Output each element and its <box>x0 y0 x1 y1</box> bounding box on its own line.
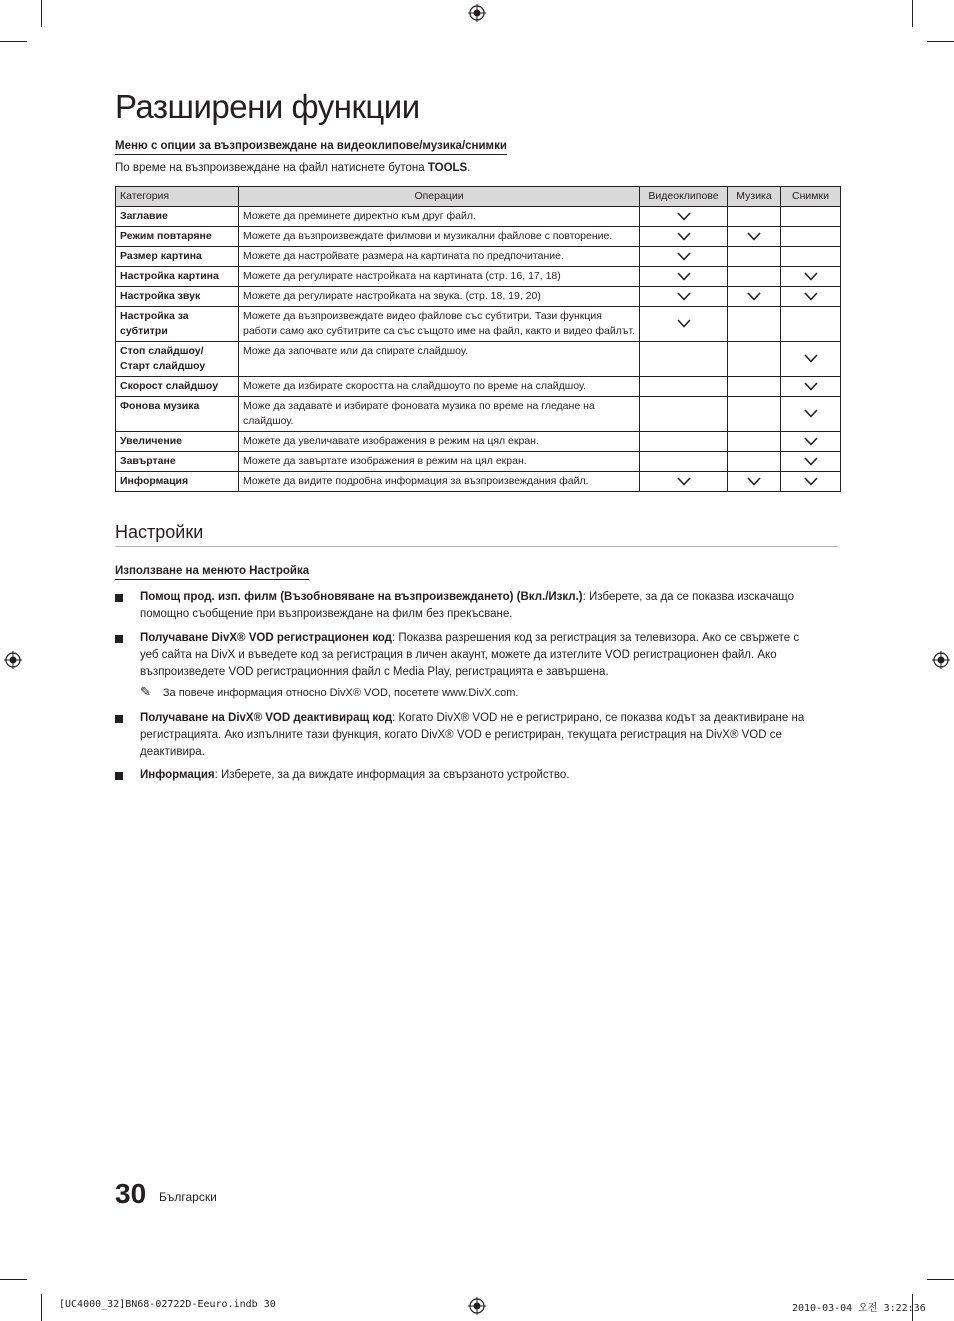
row-video-cell <box>640 452 728 472</box>
row-photo-cell <box>781 207 841 227</box>
crop-mark <box>912 0 913 27</box>
row-music-cell <box>728 432 781 452</box>
registration-mark-icon <box>4 651 22 669</box>
row-music-cell <box>728 227 781 247</box>
row-category: Размер картина <box>116 247 239 267</box>
row-photo-cell <box>781 397 841 432</box>
settings-title: Настройки <box>115 522 838 547</box>
registration-mark-icon <box>932 651 950 669</box>
table-row <box>116 267 841 287</box>
row-music-cell <box>728 452 781 472</box>
check-icon <box>747 232 761 241</box>
row-operation: Можете да преминете директно към друг файл. <box>239 207 640 227</box>
row-category: Информация <box>116 472 239 492</box>
row-photo-cell <box>781 267 841 287</box>
crop-mark <box>0 41 27 42</box>
crop-mark <box>927 41 954 42</box>
check-icon <box>804 409 818 418</box>
settings-bullet: Помощ прод. изп. филм (Възобновяване на възпроизвеждането) (Вкл./Изкл.): Изберете, за да се показва изскачащо помощно съобщение при възпроизвеждане на филм без прекъсване. <box>115 589 805 623</box>
row-music-cell <box>728 377 781 397</box>
settings-bullet: Получаване DivX® VOD регистрационен код: Показва разрешения код за регистрация за телевизора. Ако се свържете с уеб сайта на DivX и въведете код за регистрация в личен акаунт, можете да изтеглите VOD регистрационен файл. Ако възпроизведете VOD регистрационния файл с Media Play, регистрацията е завършена. <box>115 630 805 681</box>
row-video-cell <box>640 342 728 377</box>
crop-mark <box>41 0 42 27</box>
row-category: Стоп слайдшоу/ Старт слайдшоу <box>116 342 239 377</box>
registration-mark-icon <box>468 1297 486 1315</box>
header-category: Категория <box>116 187 239 207</box>
check-icon <box>804 354 818 363</box>
row-video-cell <box>640 472 728 492</box>
check-icon <box>804 437 818 446</box>
row-operation: Може да задавате и избирате фоновата музика по време на гледане на слайдшоу. <box>239 397 640 432</box>
crop-mark <box>0 1279 27 1280</box>
header-video: Видеоклипове <box>640 187 728 207</box>
bullet-square-icon <box>115 772 123 780</box>
row-operation: Можете да настройвате размера на картината по предпочитание. <box>239 247 640 267</box>
row-video-cell <box>640 377 728 397</box>
row-operation: Можете да регулирате настройката на картината (стр. 16, 17, 18) <box>239 267 640 287</box>
check-icon <box>804 292 818 301</box>
row-video-cell <box>640 267 728 287</box>
row-music-cell <box>728 247 781 267</box>
row-operation: Можете да завъртате изображения в режим на цял екран. <box>239 452 640 472</box>
bullet-square-icon <box>115 635 123 643</box>
row-music-cell <box>728 267 781 287</box>
check-icon <box>804 457 818 466</box>
header-photo: Снимки <box>781 187 841 207</box>
row-music-cell <box>728 207 781 227</box>
page-language: Български <box>159 1190 217 1204</box>
divx-note: ✎ За повече информация относно DivX® VOD, посетете www.DivX.com. <box>140 684 519 699</box>
row-category: Фонова музика <box>116 397 239 432</box>
footer-date: 2010-03-04 오전 3:22:36 <box>792 1303 926 1314</box>
table-row <box>116 432 841 452</box>
footer-file: [UC4000_32]BN68-02722D-Eeuro.indb 30 <box>59 1299 276 1310</box>
row-category: Настройка звук <box>116 287 239 307</box>
settings-bullet: Информация: Изберете, за да виждате информация за свързаното устройство. <box>115 767 805 784</box>
table-row <box>116 247 841 267</box>
row-operation: Можете да видите подробна информация за възпроизвеждания файл. <box>239 472 640 492</box>
row-video-cell <box>640 307 728 342</box>
table-row <box>116 287 841 307</box>
settings-bullet: Получаване на DivX® VOD деактивиращ код: Когато DivX® VOD не е регистрирано, се показва кодът за деактивиране на регистрацията. Ако изпълните тази функция, когато DivX® VOD е регистриран, текущата регистрация на DivX® VOD се деактивира. <box>115 710 805 761</box>
table-row <box>116 342 841 377</box>
row-photo-cell <box>781 307 841 342</box>
row-video-cell <box>640 227 728 247</box>
row-operation: Можете да възпроизвеждате филмови и музикални файлове с повторение. <box>239 227 640 247</box>
row-category: Настройка за субтитри <box>116 307 239 342</box>
crop-mark <box>927 1279 954 1280</box>
check-icon <box>677 212 691 221</box>
check-icon <box>804 477 818 486</box>
page-number: 30 <box>115 1178 147 1209</box>
row-photo-cell <box>781 342 841 377</box>
row-operation: Може да започвате или да спирате слайдшоу. <box>239 342 640 377</box>
row-music-cell <box>728 287 781 307</box>
table-row <box>116 397 841 432</box>
page-title: Разширени функции <box>115 88 420 125</box>
check-icon <box>677 319 691 328</box>
check-icon <box>677 477 691 486</box>
row-operation: Можете да регулирате настройката на звука. (стр. 18, 19, 20) <box>239 287 640 307</box>
table-body <box>116 207 841 492</box>
row-photo-cell <box>781 452 841 472</box>
row-category: Режим повтаряне <box>116 227 239 247</box>
bullet-square-icon <box>115 594 123 602</box>
check-icon <box>677 272 691 281</box>
row-operation: Можете да увеличавате изображения в режим на цял екран. <box>239 432 640 452</box>
registration-mark-icon <box>468 4 486 22</box>
row-category: Заглавие <box>116 207 239 227</box>
row-video-cell <box>640 247 728 267</box>
check-icon <box>747 477 761 486</box>
row-photo-cell <box>781 247 841 267</box>
menu-section-intro: По време на възпроизвеждане на файл натиснете бутона TOOLS. <box>115 162 471 174</box>
row-photo-cell <box>781 432 841 452</box>
row-category: Настройка картина <box>116 267 239 287</box>
row-operation: Можете да избирате скоростта на слайдшоуто по време на слайдшоу. <box>239 377 640 397</box>
header-music: Музика <box>728 187 781 207</box>
row-category: Увеличение <box>116 432 239 452</box>
row-photo-cell <box>781 472 841 492</box>
header-operations: Операции <box>239 187 640 207</box>
row-photo-cell <box>781 377 841 397</box>
bullet-square-icon <box>115 715 123 723</box>
row-operation: Можете да възпроизвеждате видео файлове със субтитри. Тази функция работи само ако субтитрите са със същото име на файл, както и видео файлът. <box>239 307 640 342</box>
table-row <box>116 472 841 492</box>
row-video-cell <box>640 397 728 432</box>
table-row <box>116 452 841 472</box>
options-table <box>115 186 841 492</box>
row-music-cell <box>728 307 781 342</box>
pencil-note-icon: ✎ <box>140 684 151 699</box>
crop-mark <box>41 1294 42 1321</box>
row-music-cell <box>728 397 781 432</box>
check-icon <box>677 292 691 301</box>
row-video-cell <box>640 207 728 227</box>
check-icon <box>804 382 818 391</box>
row-music-cell <box>728 472 781 492</box>
row-video-cell <box>640 432 728 452</box>
table-row <box>116 207 841 227</box>
table-header-row <box>116 187 841 207</box>
row-music-cell <box>728 342 781 377</box>
row-photo-cell <box>781 287 841 307</box>
check-icon <box>747 292 761 301</box>
check-icon <box>804 272 818 281</box>
settings-subheading: Използване на менюто Настройка <box>115 565 309 580</box>
row-video-cell <box>640 287 728 307</box>
row-category: Скорост слайдшоу <box>116 377 239 397</box>
check-icon <box>677 232 691 241</box>
menu-section-heading: Меню с опции за възпроизвеждане на видеоклипове/музика/снимки <box>115 140 507 155</box>
table-row <box>116 377 841 397</box>
table-row <box>116 227 841 247</box>
row-photo-cell <box>781 227 841 247</box>
check-icon <box>677 252 691 261</box>
tools-button-label: TOOLS <box>427 162 468 174</box>
table-row <box>116 307 841 342</box>
row-category: Завъртане <box>116 452 239 472</box>
